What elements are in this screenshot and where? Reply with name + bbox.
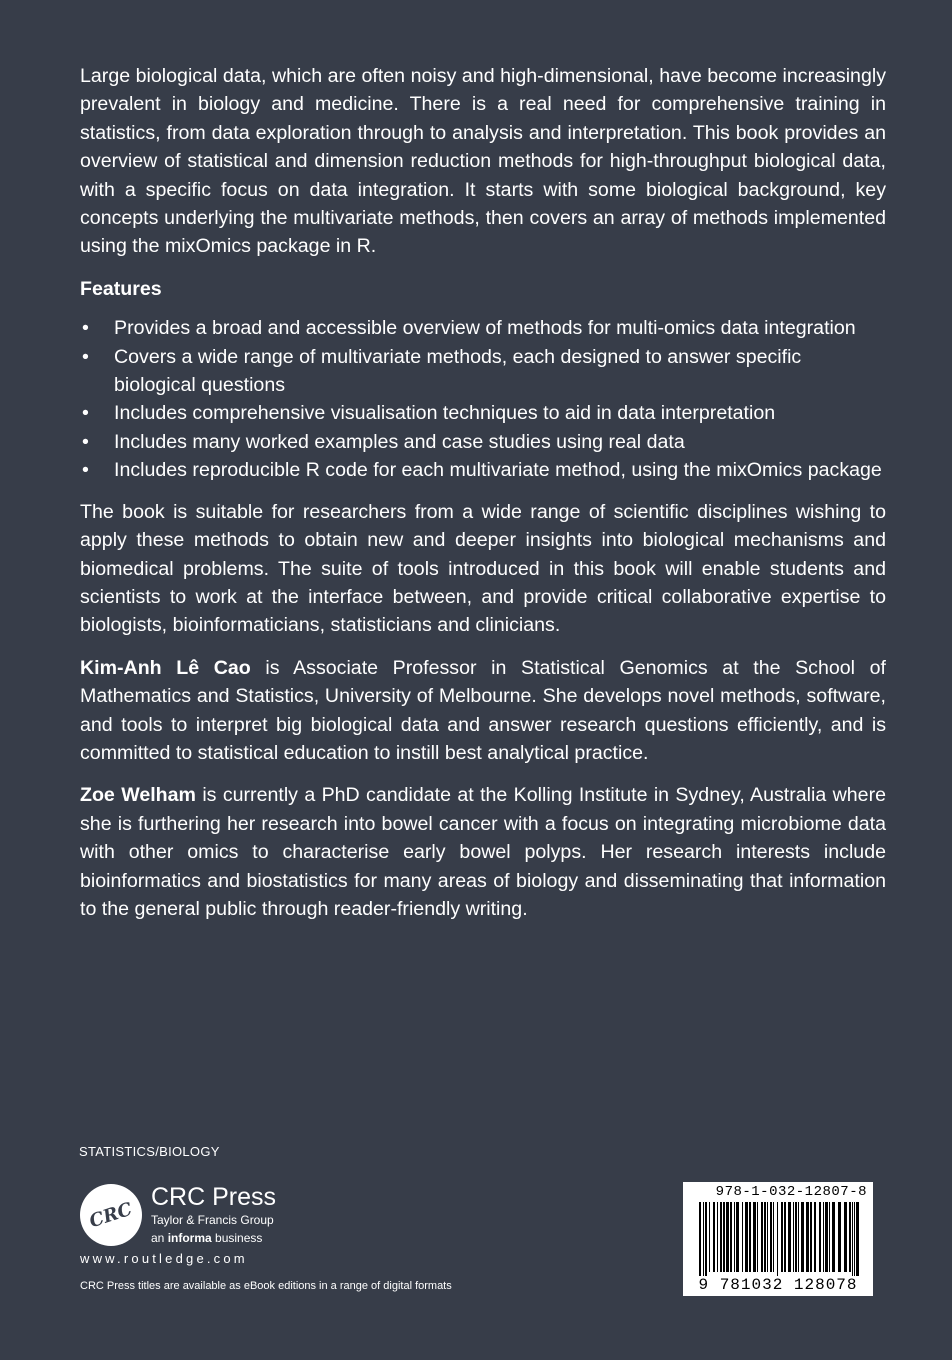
author-name: Kim-Anh Lê Cao <box>80 656 251 679</box>
barcode-bar <box>793 1202 794 1272</box>
informa-tagline: an informa business <box>151 1231 263 1245</box>
barcode-bar <box>753 1202 756 1272</box>
author-bio-text: is currently a PhD candidate at the Kolling Institute in Sydney, Australia where she is furthering her research into bowel cancer with a focus on integrating microbiome data with other omics to characterise early bowel polyps. Her research interests include bioinformatics and biostatistics for many areas of biology and disseminating that information to the general public through reader-friendly writing. <box>80 784 887 920</box>
publisher-name: CRC Press <box>151 1183 277 1211</box>
barcode-bar <box>705 1202 707 1278</box>
barcode-bar <box>819 1202 821 1272</box>
isbn-barcode <box>683 1182 873 1296</box>
features-list <box>80 314 886 484</box>
publisher-group: Taylor & Francis Group <box>151 1213 274 1227</box>
bullet-icon: • <box>82 345 89 368</box>
barcode-bar <box>734 1202 735 1272</box>
barcode-bar <box>717 1202 718 1272</box>
barcode-bar <box>823 1202 824 1272</box>
bullet-icon: • <box>82 430 89 453</box>
barcode-bar <box>832 1202 835 1272</box>
barcode-bar <box>736 1202 739 1272</box>
website-link[interactable]: www.routledge.com <box>80 1251 248 1266</box>
barcode-bar <box>806 1202 809 1272</box>
barcode-bar <box>788 1202 791 1272</box>
barcode-bar <box>838 1202 841 1272</box>
barcode-bar <box>713 1202 715 1272</box>
barcode-bar <box>709 1202 710 1272</box>
barcode-bar <box>856 1202 859 1278</box>
barcode-bar <box>844 1202 847 1272</box>
isbn-number: 978-1-032-12807-8 <box>715 1184 867 1200</box>
bullet-icon: • <box>82 317 89 340</box>
barcode-bar <box>814 1202 816 1272</box>
ebook-note: CRC Press titles are available as eBook editions in a range of digital formats <box>80 1280 452 1292</box>
barcode-bar <box>810 1202 812 1272</box>
feature-item: • Includes reproducible R code for each multivariate method, using the mixOmics package <box>80 456 886 484</box>
suitability-paragraph: The book is suitable for researchers from a wide range of scientific disciplines wishing to apply these methods to obtain new and deeper insights into biological mechanisms and biomedical problems. The suite of tools introduced in this book will enable students and scientists to work at the interface between, and provide critical collaborative expertise to biologists, bioinformaticians, statisticians and clinicians. <box>80 500 886 637</box>
feature-item: • Provides a broad and accessible overview of methods for multi-omics data integration <box>80 314 886 342</box>
feature-item: • Includes many worked examples and case studies using real data <box>80 428 886 456</box>
barcode-bar <box>726 1202 729 1272</box>
barcode-bar <box>761 1202 763 1272</box>
barcode-bar <box>767 1202 768 1272</box>
barcode-bar <box>795 1202 797 1272</box>
barcode-bar <box>773 1202 774 1272</box>
barcode-bar <box>757 1202 758 1272</box>
isbn-digits: 9 781032 128078 <box>683 1276 873 1294</box>
bullet-icon: • <box>82 459 89 482</box>
subject-category: STATISTICS/BIOLOGY <box>79 1144 220 1159</box>
barcode-bar <box>829 1202 830 1272</box>
barcode-bar <box>852 1202 853 1278</box>
barcode-bar <box>825 1202 828 1272</box>
author-bio-1 <box>80 654 886 768</box>
barcode-bar <box>770 1202 772 1272</box>
feature-item: • Covers a wide range of multivariate methods, each designed to answer specific biological questions <box>80 343 886 400</box>
barcode-bar <box>723 1202 725 1272</box>
barcode-bar <box>720 1202 722 1272</box>
bullet-icon: • <box>82 402 89 425</box>
feature-item: • Includes comprehensive visualisation techniques to aid in data interpretation <box>80 399 886 427</box>
barcode-bar <box>764 1202 766 1272</box>
barcode-bar <box>745 1202 748 1272</box>
features-heading: Features <box>80 277 162 300</box>
back-cover-text <box>80 62 886 937</box>
barcode-bar <box>777 1202 778 1278</box>
barcode-bar <box>742 1202 743 1272</box>
barcode-bar <box>798 1202 799 1272</box>
barcode-bar <box>703 1202 704 1278</box>
author-bio-2 <box>80 781 886 923</box>
author-bio-text: is Associate Professor in Statistical Genomics at the School of Mathematics and Statistics, University of Melbourne. She develops novel methods, software, and tools to interpret big biological data and answer research questions efficiently, and is committed to statistical education to instill best analytical practice. <box>80 656 886 764</box>
barcode-bar <box>801 1202 804 1272</box>
barcode-bar <box>749 1202 751 1272</box>
barcode-bar <box>699 1202 701 1278</box>
barcode-bar <box>854 1202 855 1278</box>
crc-logo-icon: CRC <box>80 1184 142 1246</box>
barcode-bar <box>784 1202 786 1272</box>
barcode-bar <box>781 1202 783 1272</box>
barcode-bar <box>849 1202 851 1272</box>
barcode-bar <box>730 1202 732 1272</box>
barcode-bars-icon <box>689 1202 867 1278</box>
author-name: Zoe Welham <box>80 784 196 807</box>
intro-paragraph: Large biological data, which are often noisy and high-dimensional, have become increasingly prevalent in biology and medicine. There is a real need for comprehensive training in statistics, from data exploration through to analysis and interpretation. This book provides an overview of statistical and dimension reduction methods for high-throughput biological data, with a specific focus on data integration. It starts with some biological background, key concepts underlying the multivariate methods, then covers an array of methods implemented using the mixOmics package in R. <box>80 65 886 258</box>
